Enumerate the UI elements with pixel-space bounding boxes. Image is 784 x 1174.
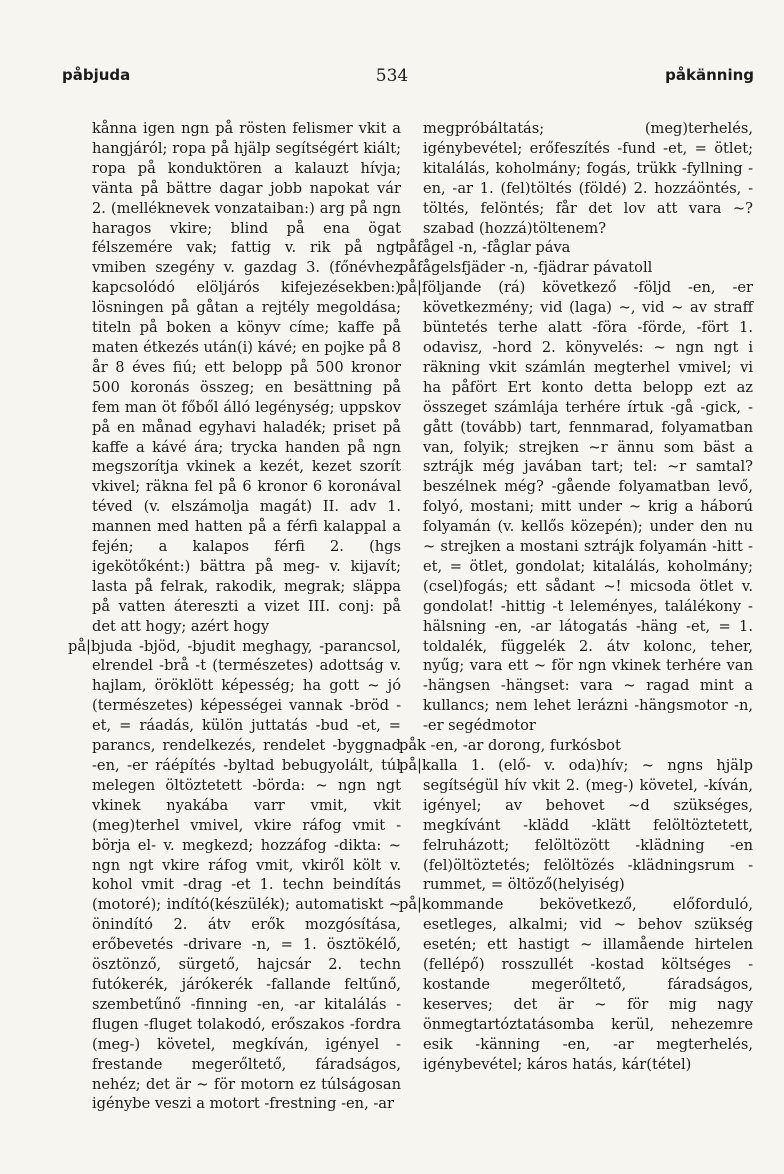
right-column xyxy=(399,119,753,1075)
entry-text: på|följande (rá) következő -följd -en, -er következmény; vid (laga) ~, vid ~ av straff büntetés terhe alatt -föra -förde, -fört 1. odavisz, -hord 2. könyvelés: ~ ngn ngt i räkning vkit számlán megterhel vmivel; vi ha påfört Ert konto detta belopp ezt az összeget számlája terhére írtuk -gå -gick, -gått (tovább) tart, fennmarad, folyamatban van, folyik; strejken ~r ännu som bäst a sztrájk még javában tart; tel: ~r samtal? beszélnek még? -gående folyamatban levő, folyó, mostani; mitt under ~ krig a háború folyamán (v. kellős közepén); under den nu ~ strejken a mostani sztrájk folyamán -hitt -et, = ötlet, gondolat; kitalálás, koholmány; (csel)fogás; ett sådant ~! micsoda ötlet v. gondolat! -hittig -t leleményes, találékony -hälsning -en, -ar látogatás -häng -et, = 1. toldalék, függelék 2. átv kolonc, teher, nyűg; vara ett ~ för ngn vkinek terhére van -hängsen -hängset: vara ~ ragad mint a kullancs; nem lehet lerázni -hängsmotor -n, -er segédmotor xyxy=(399,279,753,735)
entry-text: påk -en, -ar dorong, furkósbot xyxy=(399,737,621,755)
entry-text: påfågelsfjäder -n, -fjädrar pávatoll xyxy=(399,259,653,277)
guide-word-left: påbjuda xyxy=(62,66,131,84)
guide-word-right: påkänning xyxy=(665,66,754,84)
entry-text: megpróbáltatás; (meg)terhelés, igénybevétel; erőfeszítés -fund -et, = ötlet; kitalálás, koholmány; fogás, trükk -fyllning -en, -ar 1. (fel)töltés (földé) 2. hozzáöntés, -töltés, felöntés; får det lov att vara ~? szabad (hozzá)töltenem? xyxy=(423,120,753,237)
entry-text: påfågel -n, -fåglar páva xyxy=(399,239,571,257)
entry-text: på|bjuda -bjöd, -bjudit meghagy, -parancsol, elrendel -brå -t (természetes) adottság v. hajlam, öröklött képesség; ha gott ~ jó (természetes) képességei vannak -bröd -et, = ráadás, külön juttatás -bud -et, = parancs, rendelkezés, rendelet -byggnad -en, -er ráépítés -byltad bebugyolált, túl melegen öltöztetett -börda: ~ ngn ngt vkinek nyakába varr vmit, vkit (meg)terhel vmivel, vkire ráfog vmit -börja el- v. megkezd; hozzáfog -dikta: ~ ngn ngt vkire ráfog vmit, vkiről költ v. kohol vmit -drag -et 1. techn beindítás (motoré); indító(készülék); automatiskt ~ önindító 2. átv erők mozgósítása, erőbevetés -drivare -n, = 1. ösztökélő, ösztönző, sürgető, hajcsár 2. techn futókerék, járókerék -fallande feltűnő, szembetűnő -finning -en, -ar kitalálás -flugen -fluget tolakodó, erőszakos -fordra (meg-) követel, megkíván, igényel -frestande megerőltető, fáradságos, nehéz; det är ~ för motorn ez túlságosan igénybe veszi a motort -frestning -en, -ar xyxy=(68,637,401,1113)
entry-text: kånna igen ngn på rösten felismer vkit a hangjáról; ropa på hjälp segítségért kiált; ropa på konduktören a kalauzt hívja; vänta på bättre dagar jobb napokat vár 2. (melléknevek vonzataiban:) arg på ngn haragos vkire; blind på ena ögat félszemére vak; fattig v. rik på ngt vmiben szegény v. gazdag 3. (főnévhez kapcsolódó elöljárós kifejezésekben:) lösningen på gåtan a rejtély megoldása; titeln på boken a könyv címe; kaffe på maten étkezés után(i) kávé; en pojke på 8 år 8 éves fiú; ett belopp på 500 kronor 500 koronás összeg; en besättning på fem man öt főből álló legénység; uppskov på en månad egyhavi haladék; priset på kaffe a kávé ára; trycka handen på ngn megszorítja vkinek a kezét, kezet szorít vkivel; räkna fel på 6 kronor 6 koronával téved (v. elszámolja magát) II. adv 1. mannen med hatten på a férfi kalappal a fején; a kalapos férfi 2. (hgs igekötőként:) bättra på meg- v. kijavít; lasta på felrak, rakodik, megrak; släppa på vatten átereszti a vizet III. conj: på det att hogy; azért hogy xyxy=(92,120,401,635)
entry-text: på|kommande bekövetkező, előforduló, esetleges, alkalmi; vid ~ behov szükség esetén; ett hastigt ~ illamående hirtelen (fellépő) rosszullét -kostad költséges -kostande megerőltető, fáradságos, keserves; det är ~ för mig nagy önmegtartóztatásomba kerül, nehezemre esik -känning -en, -ar megterhelés, igénybevétel; káros hatás, kár(tétel) xyxy=(399,896,753,1073)
entry-text: på|kalla 1. (elő- v. oda)hív; ~ ngns hjälp segítségül hív vkit 2. (meg-) követel, -kíván, igényel; av behovet ~d szükséges, megkívánt -klädd -klätt felöltöztetett, felruházott; felöltözött -klädning -en (fel)öltöztetés; felöltözés -klädningsrum -rummet, = öltöző(helyiség) xyxy=(399,757,753,894)
left-column xyxy=(68,119,401,1114)
page-number: 534 xyxy=(375,66,409,86)
